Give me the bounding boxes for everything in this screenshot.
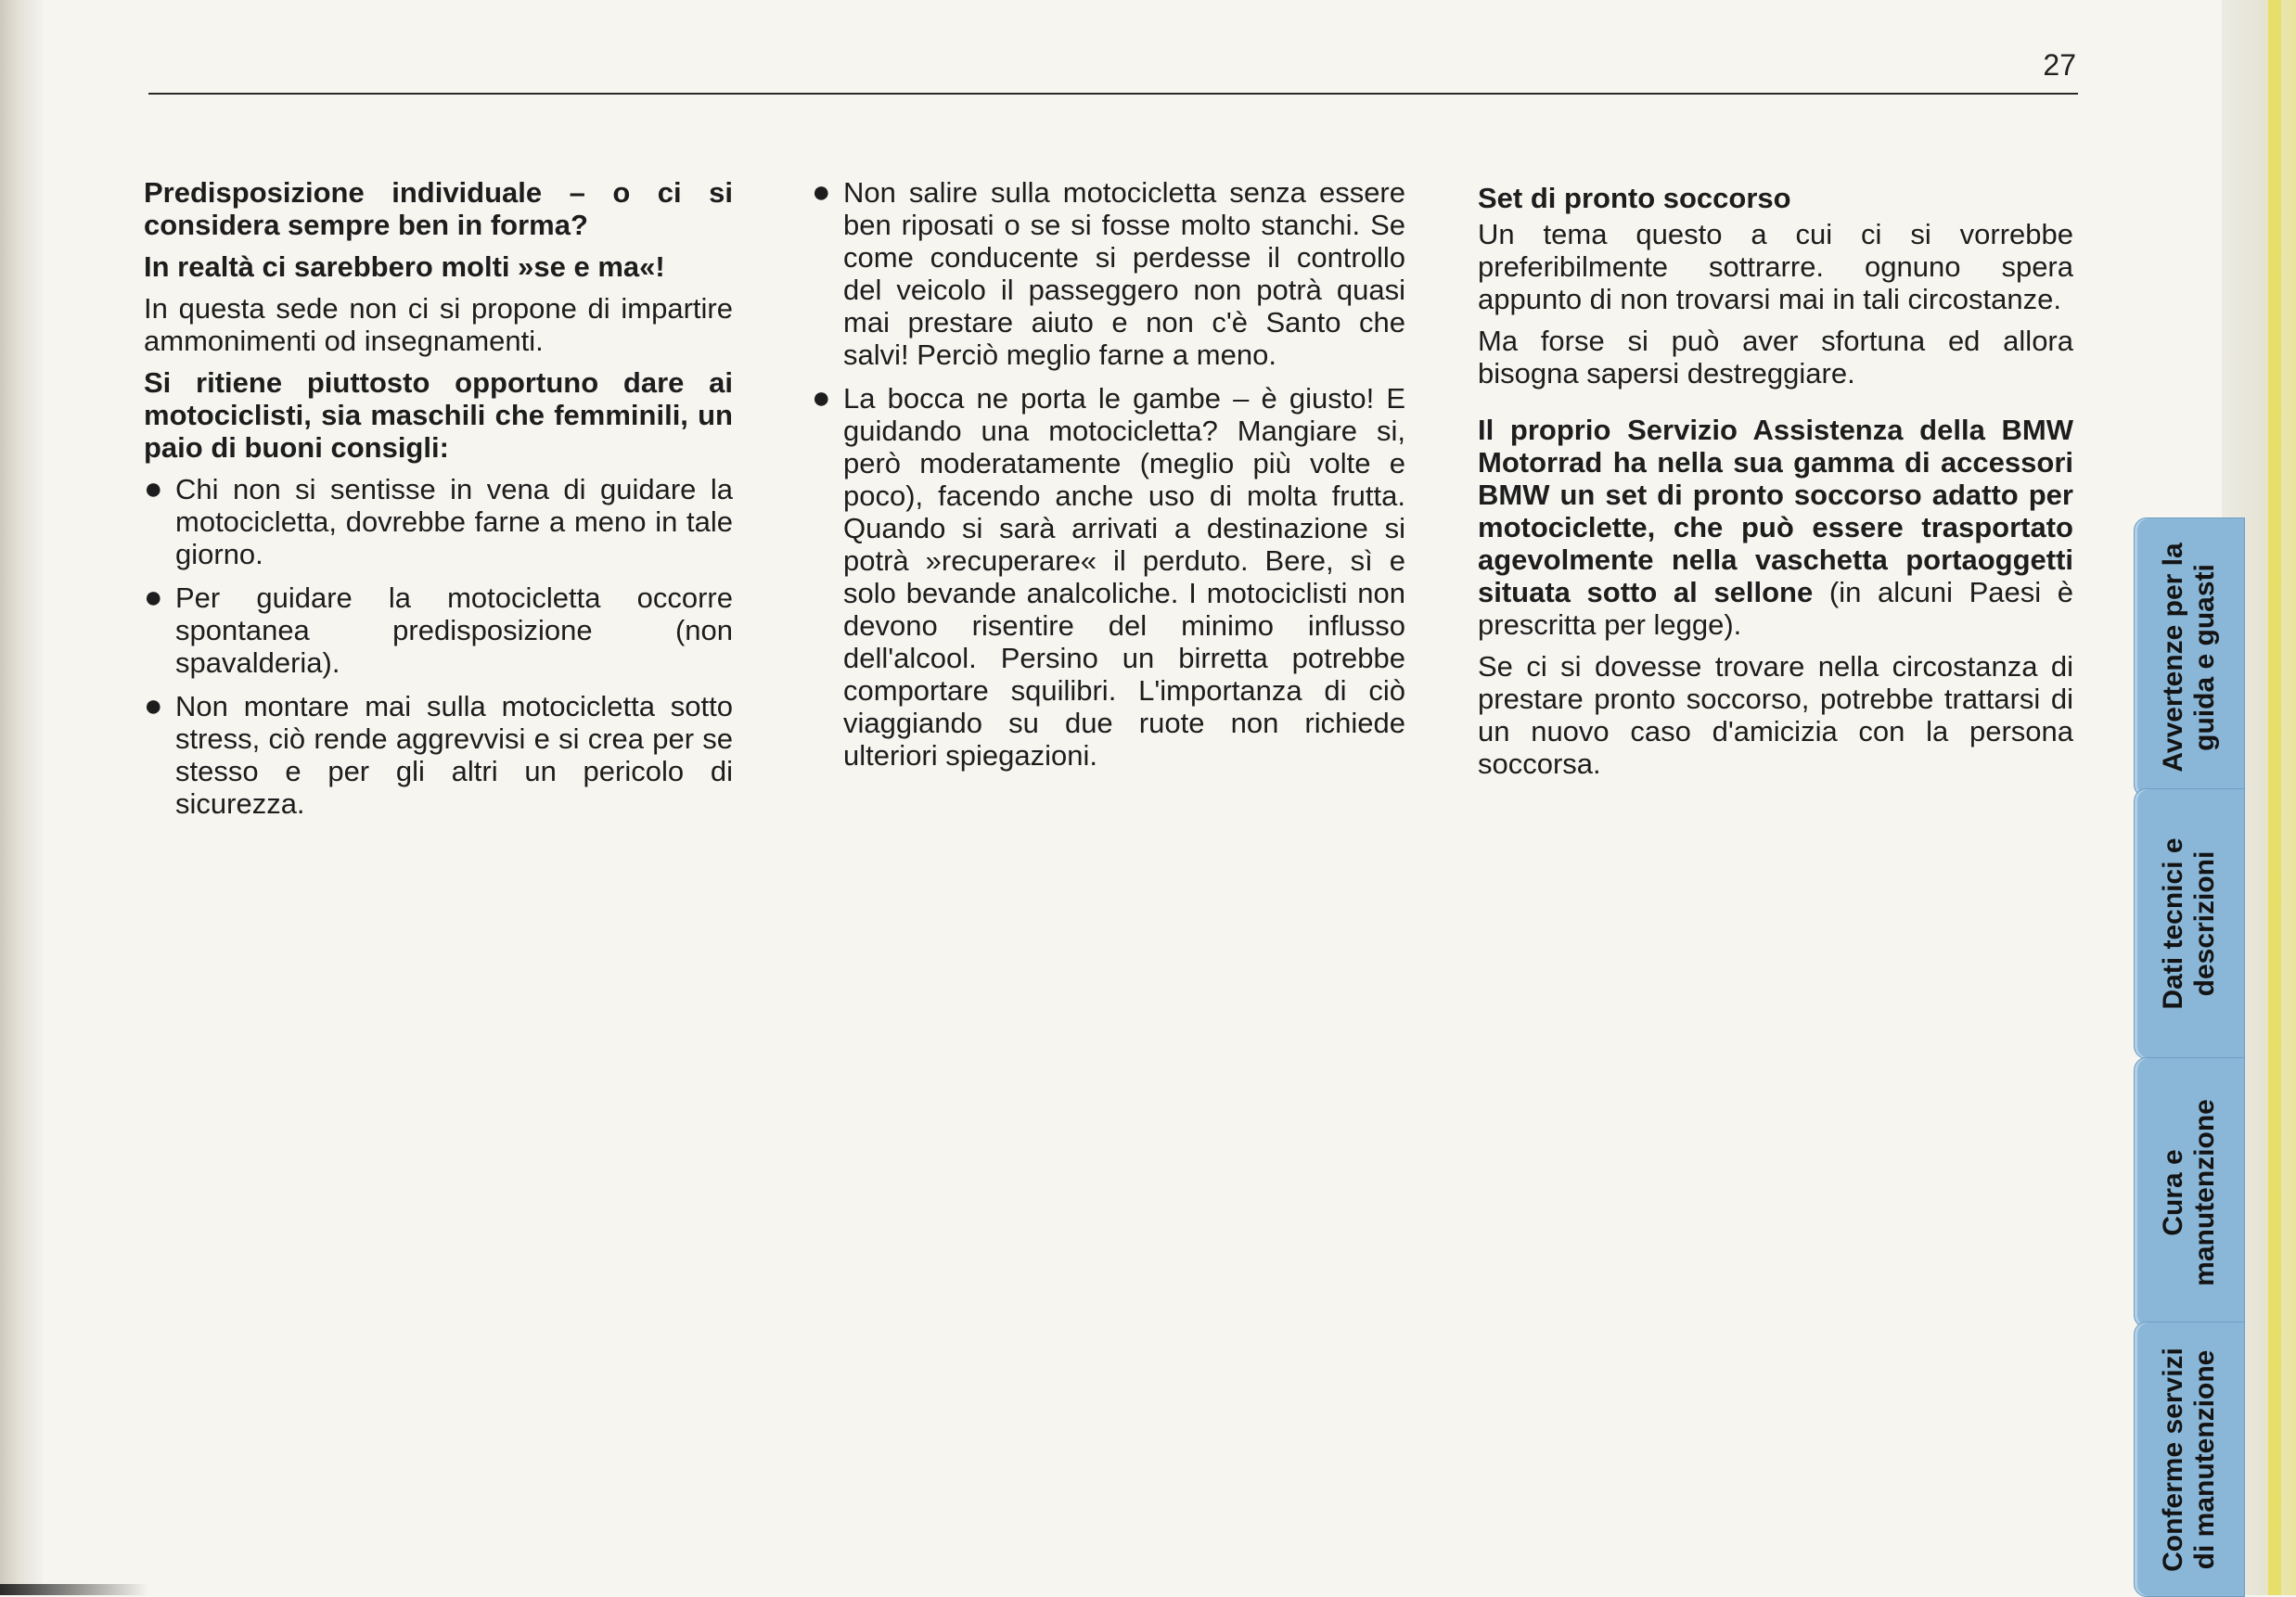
- tab-label: [2158, 1099, 2221, 1286]
- tab-label-line-2: descrizioni: [2189, 850, 2220, 997]
- page-number: 27: [2043, 48, 2076, 82]
- intro-paragraph: In questa sede non ci si propone di impartire ammonimenti od insegnamenti.: [144, 292, 733, 357]
- list-item: [144, 473, 733, 570]
- page-edge-strip: [2268, 0, 2281, 1595]
- list-item-text: La bocca ne porta le gambe – è giusto! E guidando una motocicletta? Mangiare si, però moderatamente (meglio più volte e poco), facendo anche uso di molta frutta. Quando si sarà arrivati a destinazione si potrà »recuperare« il perduto. Bere, sì e solo bevande analcoliche. I motociclisti non devono risentire del minimo influsso dell'alcool. Persino un birretta potrebbe comportare squilibri. L'importanza di ciò viaggiando su due ruote non richiede ulteriori spiegazioni.: [843, 382, 1405, 772]
- advice-list-continued: [812, 176, 1405, 772]
- section-heading: Predisposizione individuale – o ci si considera sempre ben in forma?: [144, 176, 733, 241]
- bullet-icon: ●: [144, 688, 163, 723]
- first-aid-note: (in alcuni Paesi è prescritta per legge).: [1478, 576, 2073, 641]
- section-subheading: In realtà ci sarebbero molti »se e ma«!: [144, 250, 665, 283]
- tab-label-line-2: manutenzione: [2189, 1099, 2220, 1286]
- tab-dati-tecnici[interactable]: [2134, 788, 2245, 1059]
- tab-label-line-1: Conferme servizi: [2158, 1347, 2188, 1572]
- list-item-text: Non salire sulla motocicletta senza essere ben riposati o se si fosse molto stanchi. Se come conducente si perdesse il controllo del veicolo il passeggero non potrà quasi mai prestare aiuto e non c'è Santo che salvi! Perciò meglio farne a meno.: [843, 176, 1405, 371]
- tab-label: [2158, 543, 2221, 772]
- list-item: [144, 581, 733, 679]
- column-2: [812, 176, 1405, 783]
- first-aid-paragraph-2: Ma forse si può aver sfortuna ed allora bisogna sapersi destreggiare.: [1478, 325, 2073, 390]
- tab-conferme-servizi[interactable]: [2134, 1322, 2245, 1597]
- list-item-text: Chi non si sentisse in vena di guidare la motocicletta, dovrebbe farne a meno in tale giorno.: [175, 473, 733, 570]
- bullet-icon: ●: [144, 471, 163, 506]
- tab-label-line-1: Dati tecnici e: [2158, 837, 2188, 1010]
- bullet-icon: ●: [144, 580, 163, 615]
- bullet-icon: ●: [812, 380, 831, 415]
- list-item: [812, 382, 1405, 772]
- tab-label: [2158, 837, 2221, 1009]
- tab-label-line-2: guida e guasti: [2189, 564, 2220, 751]
- list-item: [812, 176, 1405, 371]
- advice-list: [144, 473, 733, 820]
- list-item-text: Non montare mai sulla motocicletta sotto stress, ciò rende aggrevvisi e si crea per se stesso e per gli altri un pericolo di sicurezza.: [175, 690, 733, 820]
- first-aid-bold-text: Il proprio Servizio Assistenza della BMW Motorrad ha nella sua gamma di accessori BMW un set di pronto soccorso adatto per motociclette, che può essere trasportato agevolmente nella vaschetta portaoggetti situata sotto al sellone: [1478, 414, 2073, 608]
- tab-avvertenze[interactable]: [2134, 517, 2245, 798]
- tab-label-line-1: Cura e: [2158, 1149, 2188, 1236]
- first-aid-heading: Set di pronto soccorso: [1478, 182, 1791, 214]
- page-gutter-shadow: [0, 0, 43, 1595]
- header-rule: [148, 93, 2078, 95]
- tab-label-line-1: Avvertenze per la: [2158, 543, 2188, 773]
- column-1: [144, 176, 733, 831]
- column-3: [1478, 182, 2073, 789]
- tab-label: [2158, 1348, 2221, 1572]
- tab-label-line-2: di manutenzione: [2189, 1349, 2220, 1569]
- binding-shadow: [0, 1584, 148, 1595]
- list-item-text: Per guidare la motocicletta occorre spontanea predisposizione (non spavalderia).: [175, 581, 733, 679]
- advice-heading: Si ritiene piuttosto opportuno dare ai motociclisti, sia maschili che femminili, un paio di buoni consigli:: [144, 366, 733, 464]
- first-aid-paragraph-3: [1478, 414, 2073, 641]
- first-aid-paragraph-1: Un tema questo a cui ci si vorrebbe preferibilmente sottrarre. ognuno spera appunto di non trovarsi mai in tali circostanze.: [1478, 218, 2073, 315]
- first-aid-paragraph-4: Se ci si dovesse trovare nella circostanza di prestare pronto soccorso, potrebbe trattarsi di un nuovo caso d'amicizia con la persona soccorsa.: [1478, 650, 2073, 780]
- bullet-icon: ●: [812, 174, 831, 210]
- list-item: [144, 690, 733, 820]
- tab-cura-manutenzione[interactable]: [2134, 1057, 2245, 1328]
